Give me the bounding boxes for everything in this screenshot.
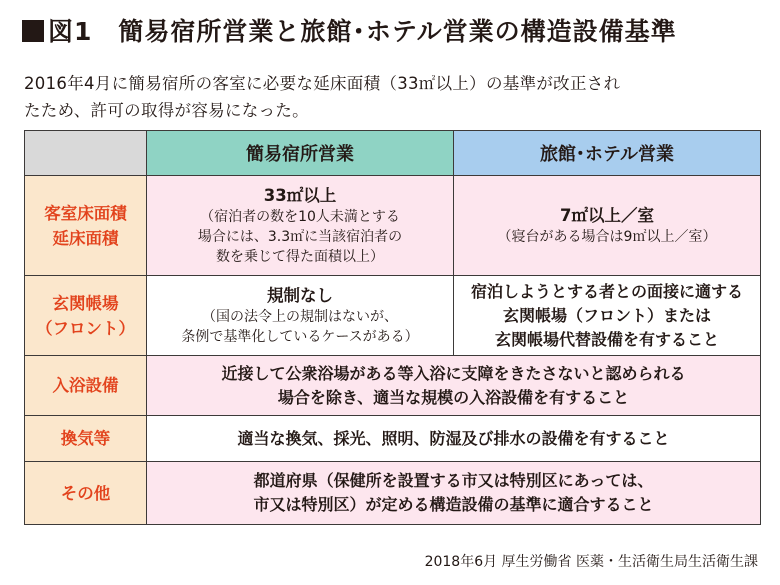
cell-text-line: 場合を除き、適当な規模の入浴設備を有すること bbox=[277, 387, 630, 407]
cell-text-line: 玄関帳場（フロント）または bbox=[502, 305, 711, 325]
cell-text-line: 玄関帳場代替設備を有すること bbox=[494, 329, 719, 349]
cell-text-line: 宿泊しようとする者との面接に適する bbox=[470, 281, 743, 301]
square-bullet-icon bbox=[22, 20, 44, 42]
cell-note-text: 場合には、3.3㎡に当該宿泊者の bbox=[197, 228, 403, 245]
cell-text-line: 近接して公衆浴場がある等入浴に支障をきたさないと認められる bbox=[221, 363, 686, 383]
hotel-front-desk-cell bbox=[454, 276, 761, 356]
cell-note-text: （国の法令上の規制はないが、 bbox=[202, 308, 398, 325]
figure-title bbox=[22, 12, 677, 48]
row-label-line: （フロント） bbox=[36, 318, 135, 338]
caption-line-1: 2016年4月に簡易宿所の客室に必要な延床面積（33㎡以上）の基準が改正され bbox=[24, 74, 621, 93]
row-label-front-desk bbox=[25, 276, 147, 356]
header-blank-cell bbox=[25, 131, 147, 176]
cell-text-line: 適当な換気、採光、照明、防湿及び排水の設備を有すること bbox=[237, 428, 670, 448]
cell-main-text: 33㎡以上 bbox=[263, 185, 337, 205]
header-simple-lodging: 簡易宿所営業 bbox=[147, 131, 454, 176]
simple-floor-area-cell bbox=[147, 176, 454, 276]
ventilation-cell bbox=[147, 416, 761, 462]
simple-front-desk-cell bbox=[147, 276, 454, 356]
row-label-line: 客室床面積 bbox=[44, 203, 127, 223]
row-label-line: 延床面積 bbox=[52, 228, 119, 248]
cell-note-text: 条例で基準化しているケースがある） bbox=[181, 328, 419, 345]
header-hotel: 旅館･ホテル営業 bbox=[454, 131, 761, 176]
source-note: 2018年6月 厚生労働省 医薬・生活衛生局生活衛生課 bbox=[424, 554, 758, 570]
table-row bbox=[25, 356, 761, 416]
cell-note-text: 数を乗じて得た面積以上） bbox=[216, 248, 384, 265]
row-label-bathing: 入浴設備 bbox=[25, 356, 147, 416]
cell-note-text: （寝台がある場合は9㎡以上／室） bbox=[497, 228, 717, 245]
figure-caption bbox=[24, 70, 764, 124]
cell-main-text: 規制なし bbox=[267, 285, 333, 305]
figure-title-text: 図1 簡易宿所営業と旅館･ホテル営業の構造設備基準 bbox=[48, 17, 677, 46]
table-row bbox=[25, 416, 761, 462]
other-cell bbox=[147, 462, 761, 525]
table-row bbox=[25, 176, 761, 276]
row-label-other: その他 bbox=[25, 462, 147, 525]
cell-note-text: （宿泊者の数を10人未満とする bbox=[200, 208, 400, 225]
bathing-cell bbox=[147, 356, 761, 416]
standards-table bbox=[24, 130, 761, 525]
row-label-ventilation: 換気等 bbox=[25, 416, 147, 462]
header-row bbox=[25, 131, 761, 176]
row-label-line: 玄関帳場 bbox=[52, 293, 119, 313]
row-label-floor-area bbox=[25, 176, 147, 276]
hotel-floor-area-cell bbox=[454, 176, 761, 276]
cell-main-text: 7㎡以上／室 bbox=[560, 205, 654, 225]
caption-line-2: たため、許可の取得が容易になった。 bbox=[24, 101, 309, 120]
table-row bbox=[25, 276, 761, 356]
table-row bbox=[25, 462, 761, 525]
cell-text-line: 都道府県（保健所を設置する市又は特別区にあっては、 bbox=[253, 471, 654, 490]
cell-text-line: 市又は特別区）が定める構造設備の基準に適合すること bbox=[253, 495, 654, 514]
